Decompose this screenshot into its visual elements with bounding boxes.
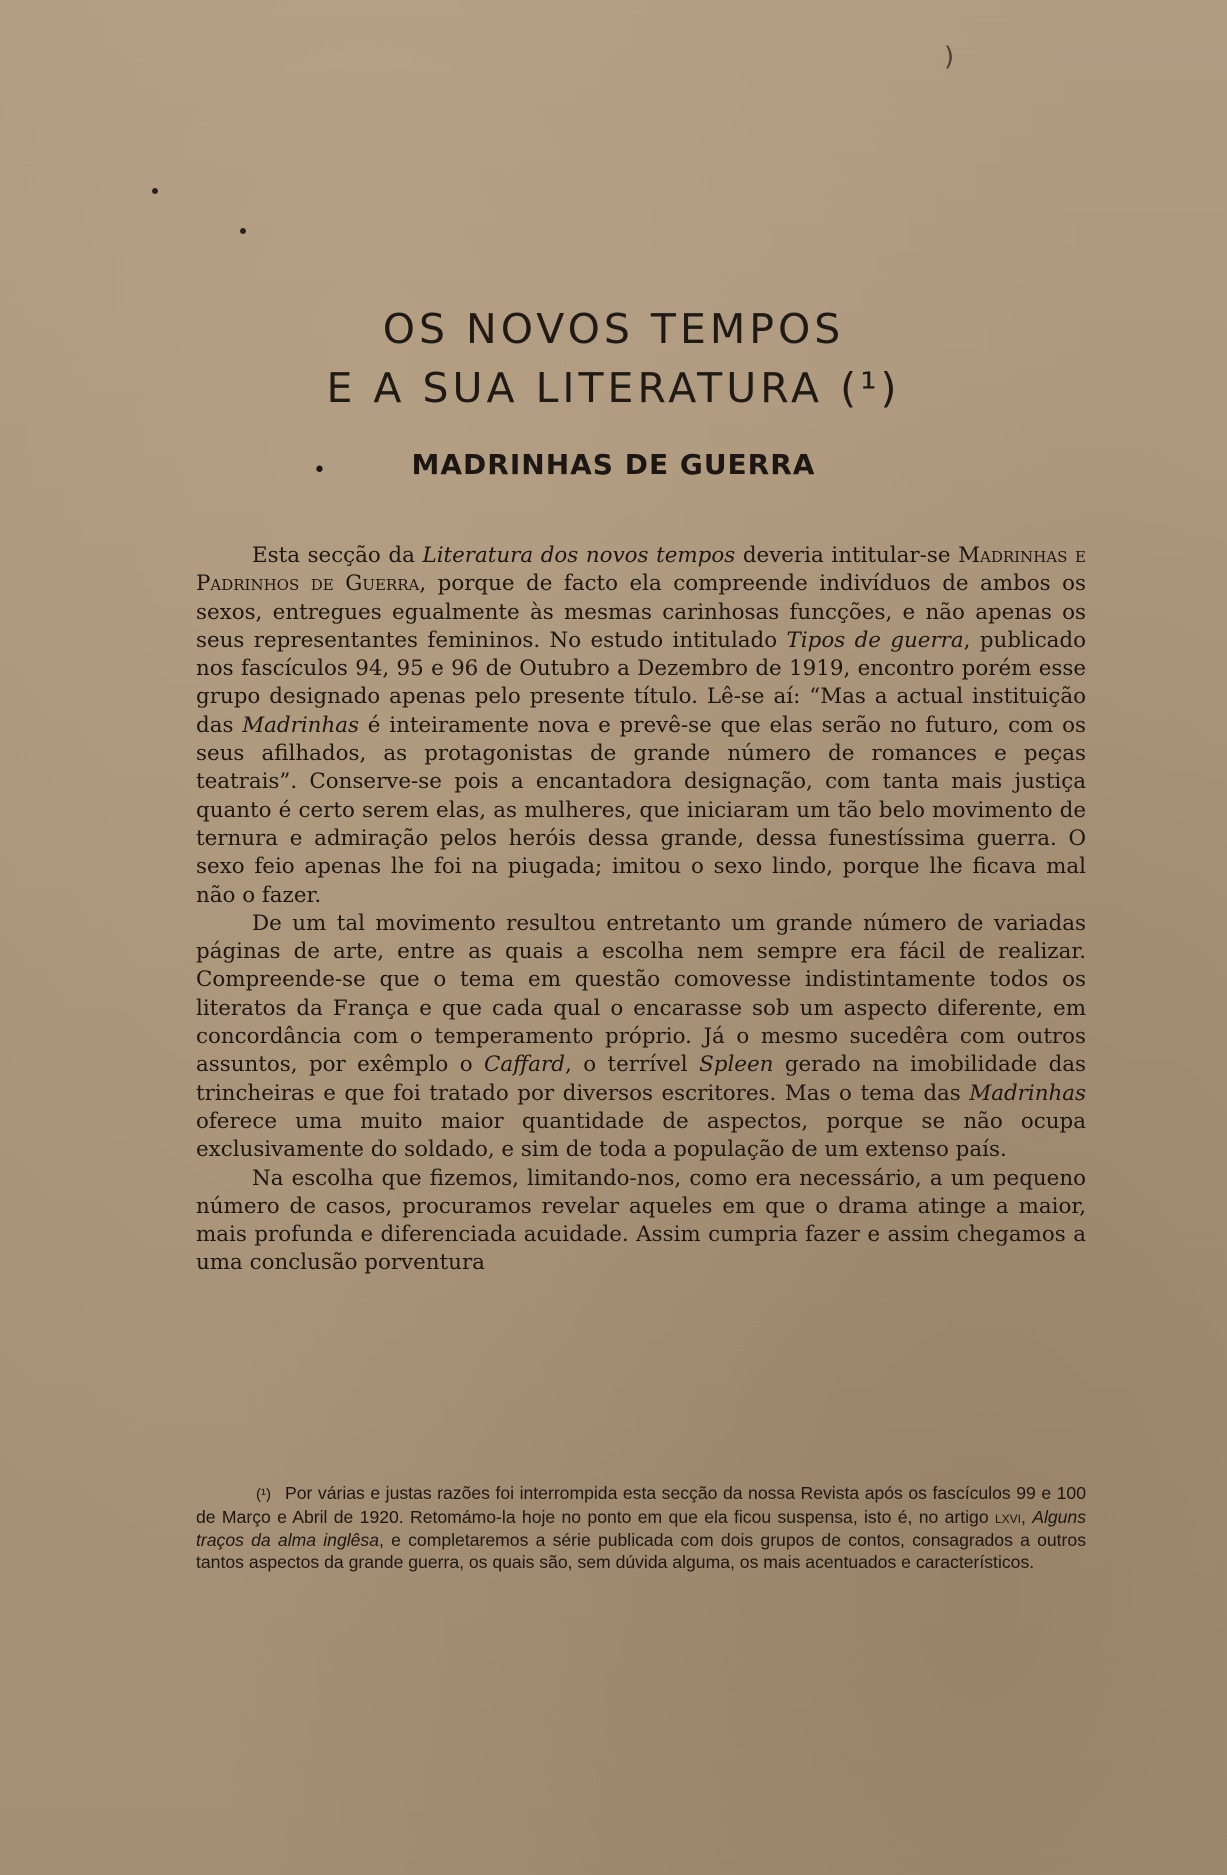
section-subtitle: MADRINHAS DE GUERRA <box>411 448 816 481</box>
para1-text: deveria intitular-se <box>735 543 959 568</box>
para1-text: é inteiramente nova e prevê-se que elas serão no futuro, com os seus afilhados, as protagonistas de grande número de romances e peças teatrais”. Conserve-se pois a encantadora designação, com tanta mais justiça quanto é certo serem elas, as mulheres, que iniciaram um tão belo movimento de ternura e admiração pelos heróis dessa grande, dessa funestíssima guerra. O sexo feio apenas lhe foi na piugada; imitou o sexo lindo, porque lhe ficava mal não o fazer. <box>196 712 1086 908</box>
para2-text: , o terrível <box>564 1052 700 1078</box>
para1-text: , porque de facto ela compreende indivíduos de ambos os sexos, entregues egualmente às mesmas carinhosas funcções, e não apenas os seus representantes femininos. No estudo intitulado <box>196 571 1086 653</box>
para2-text: gerado na imobilidade das trincheiras e que foi tratado por diversos escritores. Mas o tema das <box>196 1052 1086 1106</box>
footnote-text: Por várias e justas razões foi interrompida esta secção da nossa Revista após os fascículos 99 e 100 de Março e Abril de 1920. Retomámo-la hoje no ponto em que ela ficou suspensa, isto é, no artigo <box>196 1483 1086 1528</box>
paragraph-2 <box>196 910 1086 1165</box>
caffard-italic: Caffard <box>484 1052 565 1078</box>
margin-mark: ) <box>944 42 955 72</box>
para2-text: De um tal movimento resultou entretanto um grande número de variadas páginas de arte, entre as quais a escolha nem sempre era fácil de realizar. Compreende-se que o tema em questão comovesse indistintamente todos os literatos da França e que cada qual o encarasse sob um aspecto diferente, em concordância com o temperamento próprio. Já o mesmo sucedêra com outros assuntos, por exêmplo o <box>196 910 1086 1078</box>
footnote-text: , <box>1020 1507 1033 1528</box>
footnote-text: , e completaremos a série publicada com dois grupos de contos, consagrados a outros tantos aspectos da grande guerra, os quais são, sem dúvida alguma, os mais acentuados e característicos. <box>196 1529 1086 1573</box>
footnote <box>196 1482 1086 1574</box>
madrinhas-italic: Madrinhas <box>969 1080 1086 1106</box>
study-title-italic: Tipos de guerra <box>786 627 964 653</box>
footnote-marker: (¹) <box>256 1486 271 1503</box>
para1-text: Esta secção da <box>252 543 423 568</box>
article-body <box>196 542 1086 1278</box>
para2-text: oferece uma muito maior quantidade de aspectos, porque se não ocupa exclusivamente do soldado, e sim de toda a população de um extenso país. <box>196 1108 1086 1163</box>
article-title-line2: E A SUA LITERATURA (¹) <box>326 364 901 412</box>
series-title-italic: Literatura dos novos tempos <box>422 543 736 568</box>
article-title-line1: OS NOVOS TEMPOS <box>382 305 845 353</box>
spleen-italic: Spleen <box>699 1052 774 1078</box>
footnote-article-title: Alguns traços da alma inglêsa <box>196 1507 1086 1550</box>
ink-speck <box>152 188 158 194</box>
ink-speck <box>240 228 246 234</box>
madrinhas-italic: Madrinhas <box>242 712 359 738</box>
subtitle-bullet: • <box>313 458 326 483</box>
section-name-smallcaps: Madrinhas e Padrinhos de Guerra <box>196 543 1086 597</box>
paragraph-1 <box>196 542 1086 910</box>
para1-text: , publicado nos fascículos 94, 95 e 96 de Outubro a Dezembro de 1919, encontro porém esse grupo designado apenas pelo presente título. Lê-se aí: “Mas a actual instituição das <box>196 627 1086 738</box>
footnote-article-number: lxvi <box>994 1507 1021 1528</box>
paragraph-3: Na escolha que fizemos, limitando-nos, como era necessário, a um pequeno número de casos, procuramos revelar aqueles em que o drama atinge a maior, mais profunda e diferenciada acuidade. Assim cumpria fazer e assim chegamos a uma conclusão porventura <box>196 1165 1086 1276</box>
